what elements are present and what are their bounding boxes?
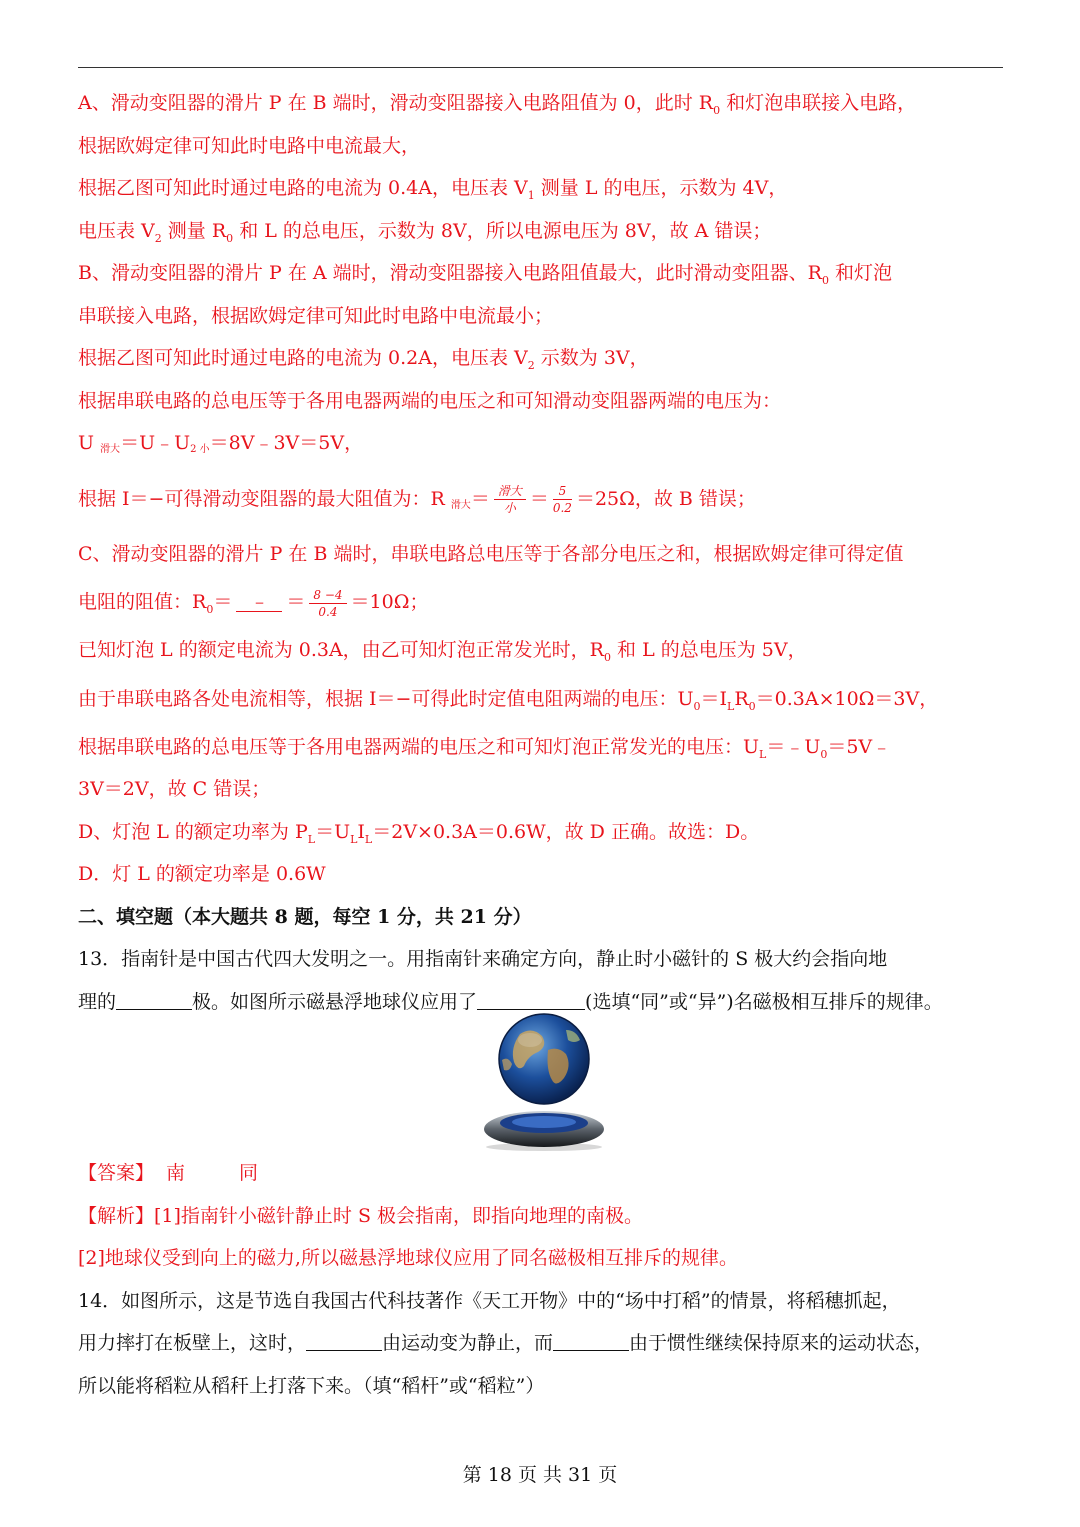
q13-line-1: 13．指南针是中国古代四大发明之一。用指南针来确定方向，静止时小磁针的 S 极大约会指向地 bbox=[78, 948, 888, 970]
q13-analysis-2: [2]地球仪受到向上的磁力,所以磁悬浮地球仪应用了同名磁极相互排斥的规律。 bbox=[78, 1247, 738, 1269]
fraction-r-max: $\frac{\text{滑大}}{\text{小}}$ bbox=[494, 483, 526, 516]
analysis-a-line-2: 根据欧姆定律可知此时电路中电流最大， bbox=[78, 134, 421, 157]
q14-blank-1[interactable] bbox=[306, 1332, 382, 1351]
analysis-c-line-6: 3V＝2V，故 C 错误； bbox=[78, 778, 271, 800]
analysis-a-line-3: 根据乙图可知此时通过电路的电流为 0.4A，电压表 $V_1$ 测量 L 的电压，示数为 4V， bbox=[78, 177, 788, 202]
analysis-a-line-1: A、滑动变阻器的滑片 P 在 B 端时，滑动变阻器接入电路阻值为 0，此时 $R_0$ 和灯泡串联接入电路， bbox=[78, 92, 917, 117]
fraction-5-over-0.2: $\frac{5}{0.2}$ bbox=[552, 484, 572, 515]
fraction-u-over-i: − bbox=[236, 595, 282, 612]
q13-blank-2[interactable] bbox=[477, 991, 585, 1010]
analysis-c-line-2: 电阻的阻值：$R_0=$ − ＝ $\frac{8 -4}{0.4}$ ＝10Ω； bbox=[78, 587, 429, 619]
answer-q12: D．灯 L 的额定功率是 0.6W bbox=[78, 863, 326, 885]
page-content bbox=[78, 82, 1013, 1023]
q13-analysis-1: 【解析】[1]指南针小磁针静止时 S 极会指南，即指向地理的南极。 bbox=[78, 1204, 644, 1227]
q13-blank-1[interactable] bbox=[116, 991, 192, 1010]
analysis-c-line-5: 根据串联电路的总电压等于各用电器两端的电压之和可知灯泡正常发光的电压：$U_L=﹣U_0=5V﹣$ bbox=[78, 735, 892, 761]
current-page-number: 18 bbox=[487, 1464, 512, 1486]
q14-blank-2[interactable] bbox=[553, 1332, 629, 1351]
analysis-d-line-1: D、灯泡 L 的额定功率为 $P_L=U_LI_L=2V\times 0.3A=0.6W$，故 D 正确。故选：D。 bbox=[78, 820, 760, 846]
q14-line-1: 14．如图所示，这是节选自我国古代科技著作《天工开物》中的“场中打稻”的情景，将稻穗抓起， bbox=[78, 1289, 901, 1312]
analysis-b-line-6: 根据 I＝−可得滑动变阻器的最大阻值为：R 滑大＝ $\frac{\text{滑大}}{\text{小}}$ ＝ $\frac{5}{0.2}$ ＝25Ω，故 B 错误； bbox=[78, 484, 756, 515]
analysis-b-line-5: U 滑大＝U﹣U2 小＝8V﹣3V＝5V， bbox=[78, 432, 364, 455]
maglev-globe-image bbox=[482, 1012, 610, 1152]
fraction-8-minus-4-over-0.4: $\frac{8 -4}{0.4}$ bbox=[309, 587, 346, 620]
analysis-b-line-3: 根据乙图可知此时通过电路的电流为 0.2A，电压表 $V_2$ 示数为 3V， bbox=[78, 347, 649, 372]
analysis-b-line-2: 串联接入电路，根据欧姆定律可知此时电路中电流最小； bbox=[78, 304, 554, 327]
q14-line-2: 用力摔打在板壁上，这时， 由运动变为静止，而 由于惯性继续保持原来的运动状态， bbox=[78, 1332, 934, 1354]
q13-answer: 【答案】 南 同 bbox=[78, 1162, 259, 1184]
total-page-count: 31 bbox=[568, 1464, 593, 1486]
q14-line-3: 所以能将稻粒从稻秆上打落下来。（填“稻杆”或“稻粒”） bbox=[78, 1374, 545, 1397]
page-footer: 第 18 页 共 31 页 bbox=[462, 1464, 618, 1486]
analysis-b-line-4: 根据串联电路的总电压等于各用电器两端的电压之和可知滑动变阻器两端的电压为： bbox=[78, 389, 782, 412]
section-title: 二、填空题（本大题共 8 题，每空 1 分，共 21 分） bbox=[78, 905, 532, 928]
header-rule bbox=[78, 67, 1003, 68]
analysis-c-line-1: C、滑动变阻器的滑片 P 在 B 端时，串联电路总电压等于各部分电压之和，根据欧姆定律可得定值 bbox=[78, 542, 904, 565]
analysis-b-line-1: B、滑动变阻器的滑片 P 在 A 端时，滑动变阻器接入电路阻值最大，此时滑动变阻器、$R_0$ 和灯泡 bbox=[78, 262, 892, 287]
analysis-c-line-3: 已知灯泡 L 的额定电流为 0.3A，由乙可知灯泡正常发光时，$R_0$ 和 L 的总电压为 5V， bbox=[78, 639, 807, 664]
q13-answer-block bbox=[78, 1152, 1013, 1407]
analysis-c-line-4: 由于串联电路各处电流相等，根据 I＝−可得此时定值电阻两端的电压：$U_0=I_LR_0=0.3A\times 10\Omega=3V$， bbox=[78, 687, 939, 713]
q13-line-2: 理的 极。如图所示磁悬浮地球仪应用了 (选填“同”或“异”)名磁极相互排斥的规律。 bbox=[78, 990, 943, 1013]
analysis-a-line-4: 电压表 $V_2$ 测量 $R_0$ 和 L 的总电压，示数为 8V，所以电源电压为 8V，故 A 错误； bbox=[78, 219, 772, 245]
